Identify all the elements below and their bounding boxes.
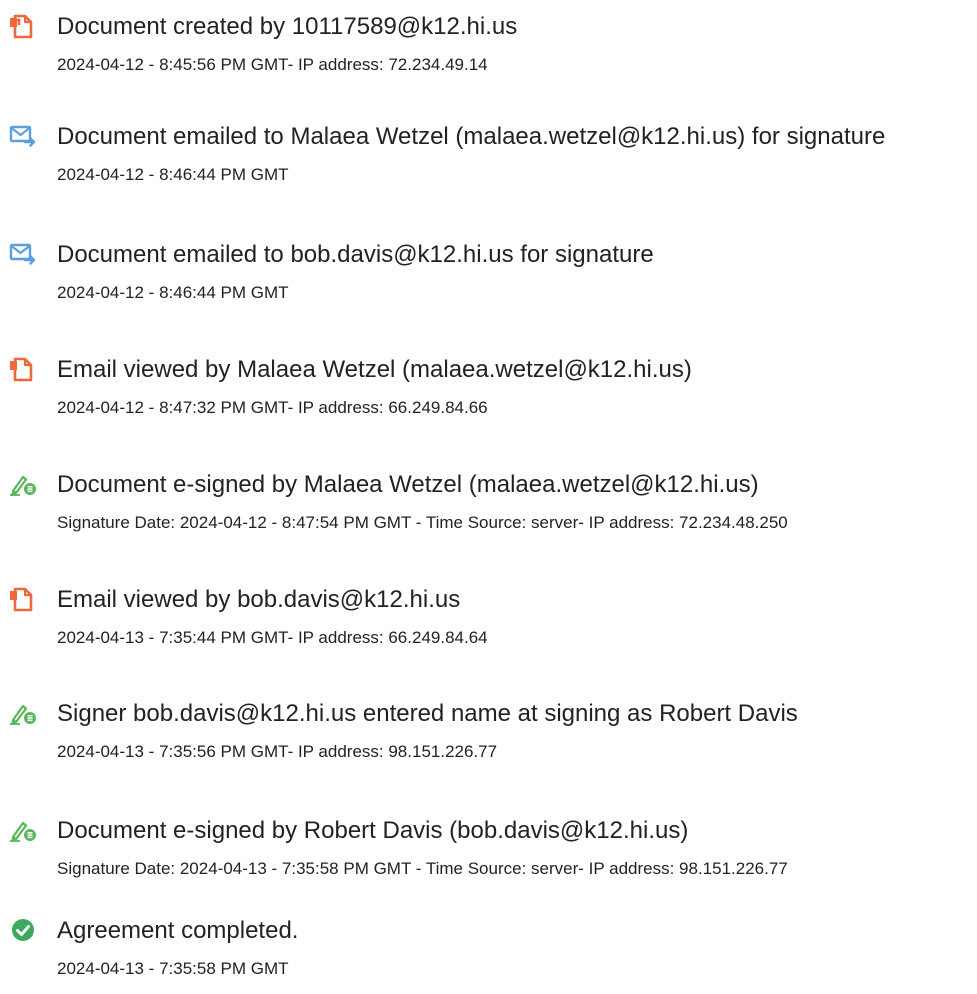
document-viewed-icon: [8, 586, 38, 612]
email-sent-icon: [8, 241, 38, 267]
event-title: Email viewed by Malaea Wetzel (malaea.wetzel@k12.hi.us): [57, 356, 692, 383]
agreement-completed-icon: [8, 917, 38, 943]
event-title: Email viewed by bob.davis@k12.hi.us: [57, 586, 461, 613]
event-title: Document e-signed by Robert Davis (bob.davis@k12.hi.us): [57, 817, 689, 844]
event-title: Document emailed to Malaea Wetzel (malaea.wetzel@k12.hi.us) for signature: [57, 123, 886, 150]
event-item: [0, 689, 977, 769]
event-item: [0, 345, 977, 425]
event-item: [0, 460, 977, 540]
event-detail: 2024-04-12 - 8:47:32 PM GMT- IP address: 66.249.84.66: [57, 398, 488, 417]
event-detail: 2024-04-13 - 7:35:44 PM GMT- IP address: 66.249.84.64: [57, 628, 488, 647]
event-detail: 2024-04-12 - 8:46:44 PM GMT: [57, 283, 289, 302]
event-item: [0, 2, 977, 82]
event-detail: Signature Date: 2024-04-13 - 7:35:58 PM GMT - Time Source: server- IP address: 98.151.226.77: [57, 859, 788, 878]
event-title: Document e-signed by Malaea Wetzel (malaea.wetzel@k12.hi.us): [57, 471, 759, 498]
event-item: [0, 230, 977, 310]
event-detail: 2024-04-12 - 8:45:56 PM GMT- IP address: 72.234.49.14: [57, 55, 488, 74]
e-sign-pen-icon: [8, 471, 38, 497]
event-detail: 2024-04-13 - 7:35:58 PM GMT: [57, 959, 289, 978]
event-item: [0, 906, 977, 986]
document-viewed-icon: [8, 356, 38, 382]
email-sent-icon: [8, 123, 38, 149]
event-title: Signer bob.davis@k12.hi.us entered name at signing as Robert Davis: [57, 700, 798, 727]
document-created-icon: [8, 13, 38, 39]
event-title: Agreement completed.: [57, 917, 299, 944]
event-detail: Signature Date: 2024-04-12 - 8:47:54 PM GMT - Time Source: server- IP address: 72.234.48.250: [57, 513, 788, 532]
e-sign-pen-icon: [8, 700, 38, 726]
event-item: [0, 806, 977, 886]
e-sign-pen-icon: [8, 817, 38, 843]
event-title: Document created by 10117589@k12.hi.us: [57, 13, 518, 40]
event-item: [0, 112, 977, 192]
event-item: [0, 575, 977, 655]
event-title: Document emailed to bob.davis@k12.hi.us for signature: [57, 241, 654, 268]
event-detail: 2024-04-12 - 8:46:44 PM GMT: [57, 165, 289, 184]
event-detail: 2024-04-13 - 7:35:56 PM GMT- IP address: 98.151.226.77: [57, 742, 498, 761]
